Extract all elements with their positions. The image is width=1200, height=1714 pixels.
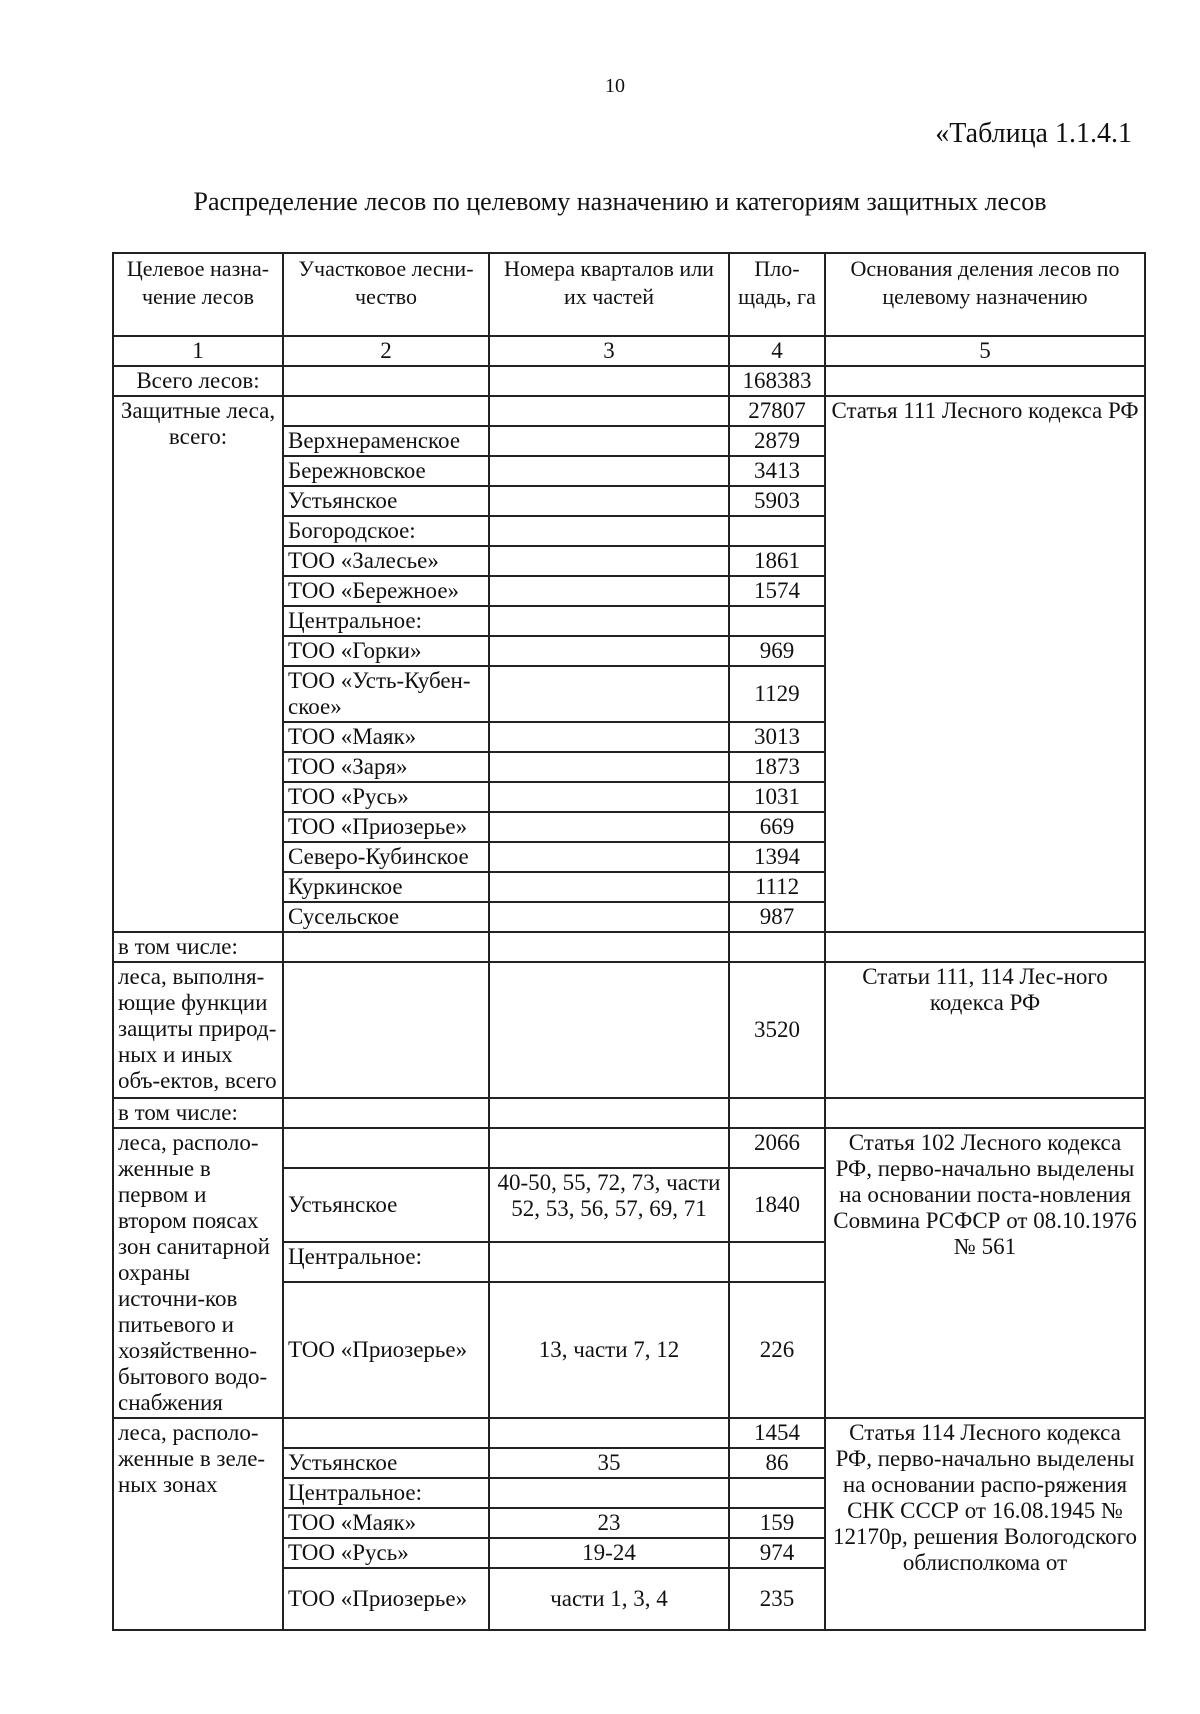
area-cell: 1031 bbox=[729, 782, 825, 812]
district-cell: Устьянское bbox=[283, 486, 489, 516]
area-cell: 86 bbox=[729, 1448, 825, 1478]
area-cell bbox=[729, 1478, 825, 1508]
including-label: в том числе: bbox=[113, 932, 283, 962]
district-cell: Центральное: bbox=[283, 1242, 489, 1282]
district-cell: ТОО «Приозерье» bbox=[283, 1568, 489, 1630]
area-cell: 1574 bbox=[729, 576, 825, 606]
header-basis: Основания деления лесов по целевому назначению bbox=[825, 253, 1145, 336]
area-cell: 3413 bbox=[729, 456, 825, 486]
district-cell: ТОО «Маяк» bbox=[283, 1508, 489, 1538]
column-number-row bbox=[113, 336, 1145, 366]
district-cell: ТОО «Бережное» bbox=[283, 576, 489, 606]
area-cell: 226 bbox=[729, 1282, 825, 1418]
protective-label: Защитные леса, всего: bbox=[113, 396, 283, 932]
table-row bbox=[113, 1098, 1145, 1128]
district-cell: Центральное: bbox=[283, 1478, 489, 1508]
area-cell: 969 bbox=[729, 636, 825, 666]
quarters-cell: 13, части 7, 12 bbox=[489, 1282, 729, 1418]
table-row bbox=[113, 932, 1145, 962]
area-cell: 235 bbox=[729, 1568, 825, 1630]
district-cell: ТОО «Русь» bbox=[283, 782, 489, 812]
header-area: Пло-щадь, га bbox=[729, 253, 825, 336]
page-number: 10 bbox=[605, 75, 625, 97]
sanitary-basis: Статья 102 Лесного кодекса РФ, перво-начально выделены на основании поста-новления Совмина РСФСР от 08.10.1976 № 561 bbox=[825, 1128, 1145, 1418]
area-cell: 987 bbox=[729, 902, 825, 932]
col-number: 2 bbox=[283, 336, 489, 366]
district-cell: Устьянское bbox=[283, 1448, 489, 1478]
district-cell: Сусельское bbox=[283, 902, 489, 932]
district-cell: Бережновское bbox=[283, 456, 489, 486]
forest-distribution-table bbox=[112, 252, 1146, 1631]
district-cell: ТОО «Усть-Кубен-ское» bbox=[283, 666, 489, 722]
natural-protection-area: 3520 bbox=[729, 962, 825, 1098]
total-area: 168383 bbox=[729, 366, 825, 396]
col-number: 1 bbox=[113, 336, 283, 366]
area-cell bbox=[729, 516, 825, 546]
green-zones-basis: Статья 114 Лесного кодекса РФ, перво-начально выделены на основании распо-ряжения СНК СССР от 16.08.1945 № 12170р, решения Вологодского облисполкома от bbox=[825, 1418, 1145, 1630]
area-cell: 3013 bbox=[729, 722, 825, 752]
area-cell: 1861 bbox=[729, 546, 825, 576]
area-cell: 669 bbox=[729, 812, 825, 842]
district-cell: Северо-Кубинское bbox=[283, 842, 489, 872]
area-cell: 1840 bbox=[729, 1168, 825, 1242]
quarters-cell: 19-24 bbox=[489, 1538, 729, 1568]
header-purpose: Целевое назна-чение лесов bbox=[113, 253, 283, 336]
district-cell: Центральное: bbox=[283, 606, 489, 636]
table-row bbox=[113, 1128, 1145, 1168]
header-row bbox=[113, 253, 1145, 336]
district-cell: ТОО «Заря» bbox=[283, 752, 489, 782]
col-number: 5 bbox=[825, 336, 1145, 366]
area-cell: 1129 bbox=[729, 666, 825, 722]
district-cell: Устьянское bbox=[283, 1168, 489, 1242]
natural-protection-label: леса, выполня-ющие функции защиты природ-ных и иных объ-ектов, всего bbox=[113, 962, 283, 1098]
col-number: 3 bbox=[489, 336, 729, 366]
document-title: Распределение лесов по целевому назначению и категориям защитных лесов bbox=[193, 187, 1047, 216]
area-cell: 974 bbox=[729, 1538, 825, 1568]
district-cell: ТОО «Горки» bbox=[283, 636, 489, 666]
area-cell bbox=[729, 606, 825, 636]
area-cell: 1873 bbox=[729, 752, 825, 782]
sanitary-label: леса, располо-женные в первом и втором поясах зон санитарной охраны источни-ков питьевого и хозяйственно-бытового водо-снабжения bbox=[113, 1128, 283, 1418]
district-cell: Богородское: bbox=[283, 516, 489, 546]
district-cell: ТОО «Русь» bbox=[283, 1538, 489, 1568]
quarters-cell: 23 bbox=[489, 1508, 729, 1538]
total-row bbox=[113, 366, 1145, 396]
district-cell: ТОО «Маяк» bbox=[283, 722, 489, 752]
area-cell: 1394 bbox=[729, 842, 825, 872]
protective-area: 27807 bbox=[729, 396, 825, 426]
district-cell: ТОО «Приозерье» bbox=[283, 1282, 489, 1418]
col-number: 4 bbox=[729, 336, 825, 366]
header-quarters: Номера кварталов или их частей bbox=[489, 253, 729, 336]
table-label: «Таблица 1.1.4.1 bbox=[935, 118, 1132, 149]
quarters-cell: части 1, 3, 4 bbox=[489, 1568, 729, 1630]
quarters-cell bbox=[489, 1478, 729, 1508]
green-zones-label: леса, располо-женные в зеле-ных зонах bbox=[113, 1418, 283, 1630]
district-cell: Куркинское bbox=[283, 872, 489, 902]
table-row bbox=[113, 962, 1145, 1098]
area-cell: 1112 bbox=[729, 872, 825, 902]
header-district: Участковое лесни-чество bbox=[283, 253, 489, 336]
district-cell: ТОО «Залесье» bbox=[283, 546, 489, 576]
area-cell: 159 bbox=[729, 1508, 825, 1538]
area-cell: 5903 bbox=[729, 486, 825, 516]
including-label: в том числе: bbox=[113, 1098, 283, 1128]
table-row bbox=[113, 396, 1145, 426]
quarters-cell: 35 bbox=[489, 1448, 729, 1478]
table-row bbox=[113, 1418, 1145, 1448]
sanitary-area: 2066 bbox=[729, 1128, 825, 1168]
area-cell: 2879 bbox=[729, 426, 825, 456]
natural-protection-basis: Статьи 111, 114 Лес-ного кодекса РФ bbox=[825, 962, 1145, 1098]
green-zones-area: 1454 bbox=[729, 1418, 825, 1448]
district-cell: Верхнераменское bbox=[283, 426, 489, 456]
total-label: Всего лесов: bbox=[113, 366, 283, 396]
district-cell: ТОО «Приозерье» bbox=[283, 812, 489, 842]
protective-basis: Статья 111 Лесного кодекса РФ bbox=[825, 396, 1145, 932]
quarters-cell: 40-50, 55, 72, 73, части 52, 53, 56, 57, 69, 71 bbox=[489, 1168, 729, 1242]
